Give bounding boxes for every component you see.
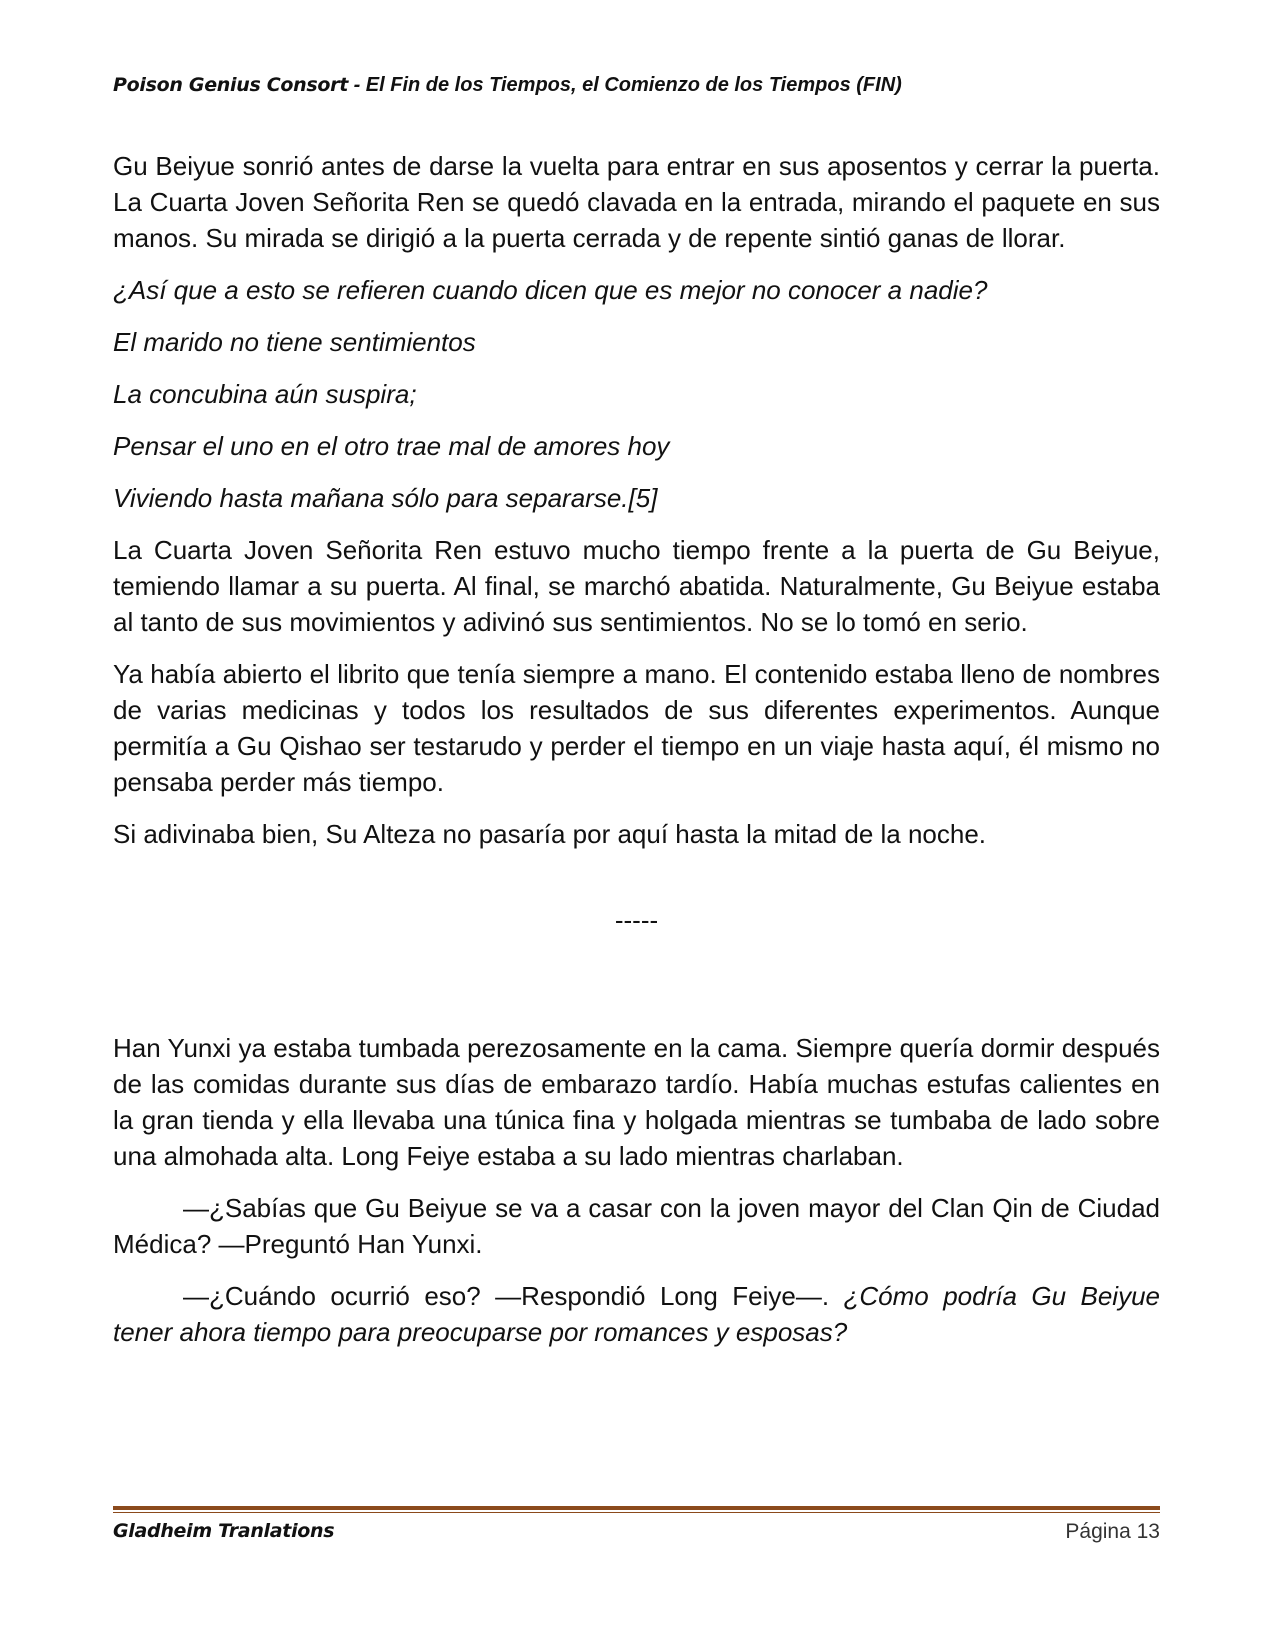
poem-line: La concubina aún suspira; (113, 379, 417, 409)
footer-divider-thin (113, 1512, 1160, 1513)
paragraph: Gu Beiyue sonrió antes de darse la vuelta para entrar en sus aposentos y cerrar la puerta. La Cuarta Joven Señorita Ren se quedó clavada en la entrada, mirando el paquete en sus manos. Su mirada se dirigió a la puerta cerrada y de repente sintió ganas de llorar. (113, 151, 1160, 253)
poem-line: El marido no tiene sentimientos (113, 327, 476, 357)
footer-divider (113, 1506, 1160, 1514)
poem-line: Viviendo hasta mañana sólo para separarse.[5] (113, 483, 658, 513)
paragraph: Ya había abierto el librito que tenía siempre a mano. El contenido estaba lleno de nombres de varias medicinas y todos los resultados de sus diferentes experimentos. Aunque permitía a Gu Qishao ser testarudo y perder el tiempo en un viaje hasta aquí, él mismo no pensaba perder más tiempo. (113, 659, 1160, 797)
page-number: Página 13 (1065, 1520, 1160, 1543)
page-header (113, 74, 1173, 97)
dialogue-text: —¿Cuándo ocurrió eso? —Respondió Long Feiye—. (183, 1281, 844, 1311)
header-chapter-title: - El Fin de los Tiempos, el Comienzo de los Tiempos (FIN) (348, 74, 902, 96)
paragraph: La Cuarta Joven Señorita Ren estuvo mucho tiempo frente a la puerta de Gu Beiyue, temiendo llamar a su puerta. Al final, se marchó abatida. Naturalmente, Gu Beiyue estaba al tanto de sus movimientos y adivinó sus sentimientos. No se lo tomó en serio. (113, 535, 1160, 637)
footer-translator: Gladheim Tranlations (113, 1520, 335, 1542)
section-separator: ----- (614, 905, 659, 935)
paragraph: Si adivinaba bien, Su Alteza no pasaría por aquí hasta la mitad de la noche. (113, 819, 987, 849)
dialogue-paragraph (113, 1278, 1160, 1350)
page-body (113, 148, 1160, 1366)
dialogue-paragraph: —¿Sabías que Gu Beiyue se va a casar con la joven mayor del Clan Qin de Ciudad Médica? —Preguntó Han Yunxi. (113, 1193, 1160, 1259)
poem-line: Pensar el uno en el otro trae mal de amores hoy (113, 431, 670, 461)
footer-divider-thick (113, 1506, 1160, 1510)
poem-line: ¿Así que a esto se refieren cuando dicen que es mejor no conocer a nadie? (113, 275, 988, 305)
header-series-title: Poison Genius Consort (113, 74, 349, 96)
paragraph: Han Yunxi ya estaba tumbada perezosamente en la cama. Siempre quería dormir después de las comidas durante sus días de embarazo tardío. Había muchas estufas calientes en la gran tienda y ella llevaba una túnica fina y holgada mientras se tumbaba de lado sobre una almohada alta. Long Feiye estaba a su lado mientras charlaban. (113, 1033, 1160, 1171)
dialogue-thought: ¿Cómo podría Gu Beiyue tener ahora tiempo para preocuparse por romances y esposas? (113, 1281, 1161, 1347)
